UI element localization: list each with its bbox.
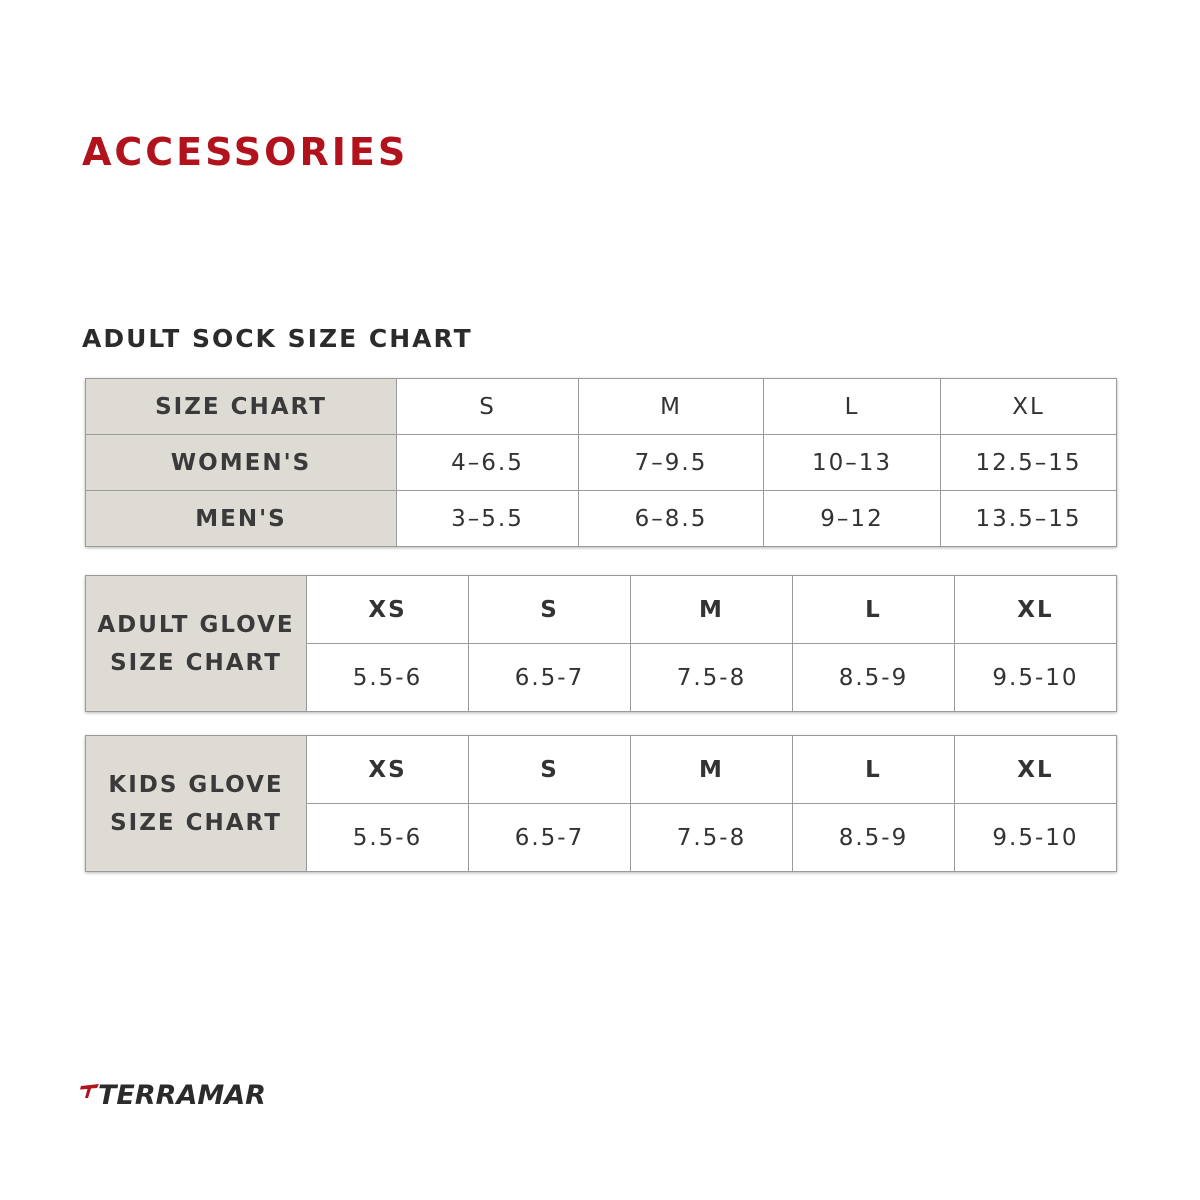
table-cell: 10–13 bbox=[764, 435, 941, 491]
table-cell: 5.5-6 bbox=[307, 804, 469, 872]
size-header-cell: XL bbox=[955, 736, 1117, 804]
table-row bbox=[86, 491, 1117, 547]
table-cell: 9.5-10 bbox=[955, 804, 1117, 872]
size-header-cell: XL bbox=[941, 379, 1117, 435]
table-cell: 7.5-8 bbox=[631, 644, 793, 712]
size-header-cell: L bbox=[764, 379, 941, 435]
kids-glove-label-line-1: KIDS GLOVE bbox=[108, 771, 284, 798]
table-row bbox=[86, 736, 1117, 804]
size-header-cell: XL bbox=[955, 576, 1117, 644]
size-header-cell: L bbox=[793, 576, 955, 644]
size-header-cell: M bbox=[631, 576, 793, 644]
page-title: ACCESSORIES bbox=[82, 130, 409, 174]
kids-glove-size-table bbox=[85, 735, 1117, 872]
table-cell: 3–5.5 bbox=[397, 491, 579, 547]
adult-glove-label-line-1: ADULT GLOVE bbox=[97, 611, 295, 638]
size-header-cell: S bbox=[469, 736, 631, 804]
table-row bbox=[86, 435, 1117, 491]
sock-size-table bbox=[85, 378, 1117, 547]
adult-glove-label-cell bbox=[86, 576, 307, 712]
table-cell: 7–9.5 bbox=[579, 435, 764, 491]
size-header-cell: S bbox=[469, 576, 631, 644]
size-chart-label-cell: SIZE CHART bbox=[86, 379, 397, 435]
logo-text: TERRAMAR bbox=[98, 1080, 266, 1111]
table-cell: 13.5–15 bbox=[941, 491, 1117, 547]
table-cell: 9–12 bbox=[764, 491, 941, 547]
size-header-cell: S bbox=[397, 379, 579, 435]
womens-label-cell: WOMEN'S bbox=[86, 435, 397, 491]
table-cell: 5.5-6 bbox=[307, 644, 469, 712]
terramar-logo-mark-icon bbox=[80, 1082, 100, 1102]
table-cell: 6–8.5 bbox=[579, 491, 764, 547]
table-row bbox=[86, 379, 1117, 435]
table-cell: 8.5-9 bbox=[793, 644, 955, 712]
mens-label-cell: MEN'S bbox=[86, 491, 397, 547]
terramar-logo bbox=[80, 1080, 266, 1112]
table-cell: 7.5-8 bbox=[631, 804, 793, 872]
table-cell: 9.5-10 bbox=[955, 644, 1117, 712]
adult-glove-size-table bbox=[85, 575, 1117, 712]
table-cell: 8.5-9 bbox=[793, 804, 955, 872]
table-cell: 12.5–15 bbox=[941, 435, 1117, 491]
kids-glove-label-line-2: SIZE CHART bbox=[110, 809, 282, 836]
kids-glove-label-cell bbox=[86, 736, 307, 872]
sock-chart-heading: ADULT SOCK SIZE CHART bbox=[82, 324, 473, 353]
size-header-cell: XS bbox=[307, 736, 469, 804]
table-row bbox=[86, 576, 1117, 644]
size-header-cell: M bbox=[631, 736, 793, 804]
table-cell: 4–6.5 bbox=[397, 435, 579, 491]
table-cell: 6.5-7 bbox=[469, 644, 631, 712]
table-cell: 6.5-7 bbox=[469, 804, 631, 872]
size-header-cell: XS bbox=[307, 576, 469, 644]
size-header-cell: L bbox=[793, 736, 955, 804]
adult-glove-label-line-2: SIZE CHART bbox=[110, 649, 282, 676]
size-header-cell: M bbox=[579, 379, 764, 435]
